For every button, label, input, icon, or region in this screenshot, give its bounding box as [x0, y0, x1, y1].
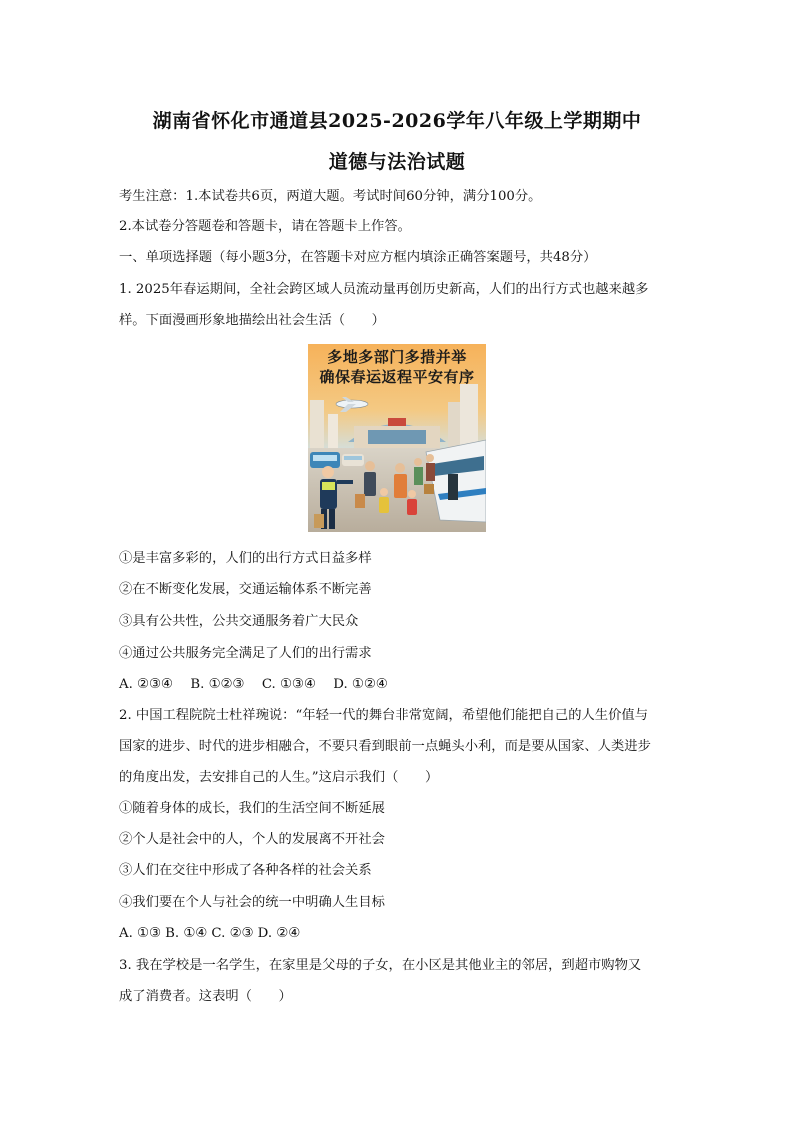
q1-item-3: ③具有公共性，公共交通服务着广大民众: [119, 614, 359, 629]
q2-stem-line1: 2. 中国工程院院士杜祥琬说：“年轻一代的舞台非常宽阔，希望他们能把自己的人生价值与: [119, 708, 648, 723]
q2-stem-line3: 的角度出发，去安排自己的人生。”这启示我们（ ）: [119, 770, 439, 785]
q3-stem-line1: 3. 我在学校是一名学生，在家里是父母的子女，在小区是其他业主的邻居，到超市购物又: [119, 958, 642, 973]
q2-stem-line2: 国家的进步、时代的进步相融合，不要只看到眼前一点蝇头小利，而是要从国家、人类进步: [119, 739, 651, 754]
spring-travel-illustration: [308, 344, 486, 532]
notice-line1: 考生注意：1.本试卷共6页，两道大题。考试时间60分钟，满分100分。: [119, 189, 542, 204]
q1-stem-line1: 1. 2025年春运期间，全社会跨区域人员流动量再创历史新高，人们的出行方式也越来越多: [119, 282, 649, 297]
q2-item-4: ④我们要在个人与社会的统一中明确人生目标: [119, 895, 385, 910]
notice-line2: 2.本试卷分答题卷和答题卡，请在答题卡上作答。: [119, 219, 411, 234]
q2-item-1: ①随着身体的成长，我们的生活空间不断延展: [119, 801, 385, 816]
bus-icon: [310, 452, 364, 468]
q2-item-3: ③人们在交往中形成了各种各样的社会关系: [119, 863, 372, 878]
illustration-caption-line2: 确保春运返程平安有序: [319, 368, 475, 386]
q1-item-2: ②在不断变化发展，交通运输体系不断完善: [119, 582, 372, 597]
q3-stem-line2: 成了消费者。这表明（ ）: [119, 989, 292, 1004]
q1-item-4: ④通过公共服务完全满足了人们的出行需求: [119, 646, 372, 661]
exam-title-line2: 道德与法治试题: [328, 151, 466, 173]
exam-title-line1: 湖南省怀化市通道县2025-2026学年八年级上学期期中: [152, 110, 642, 132]
section1-heading: 一、单项选择题（每小题3分，在答题卡对应方框内填涂正确答案题号，共48分）: [119, 250, 597, 265]
q1-stem-line2: 样。下面漫画形象地描绘出社会生活（ ）: [119, 313, 385, 328]
q1-item-1: ①是丰富多彩的，人们的出行方式日益多样: [119, 551, 372, 566]
q2-options: A. ①③ B. ①④ C. ②③ D. ②④: [119, 926, 301, 941]
q2-item-2: ②个人是社会中的人，个人的发展离不开社会: [119, 832, 385, 847]
illustration-caption-line1: 多地多部门多措并举: [327, 348, 467, 366]
q1-options: A. ②③④ B. ①②③ C. ①③④ D. ①②④: [119, 677, 388, 692]
